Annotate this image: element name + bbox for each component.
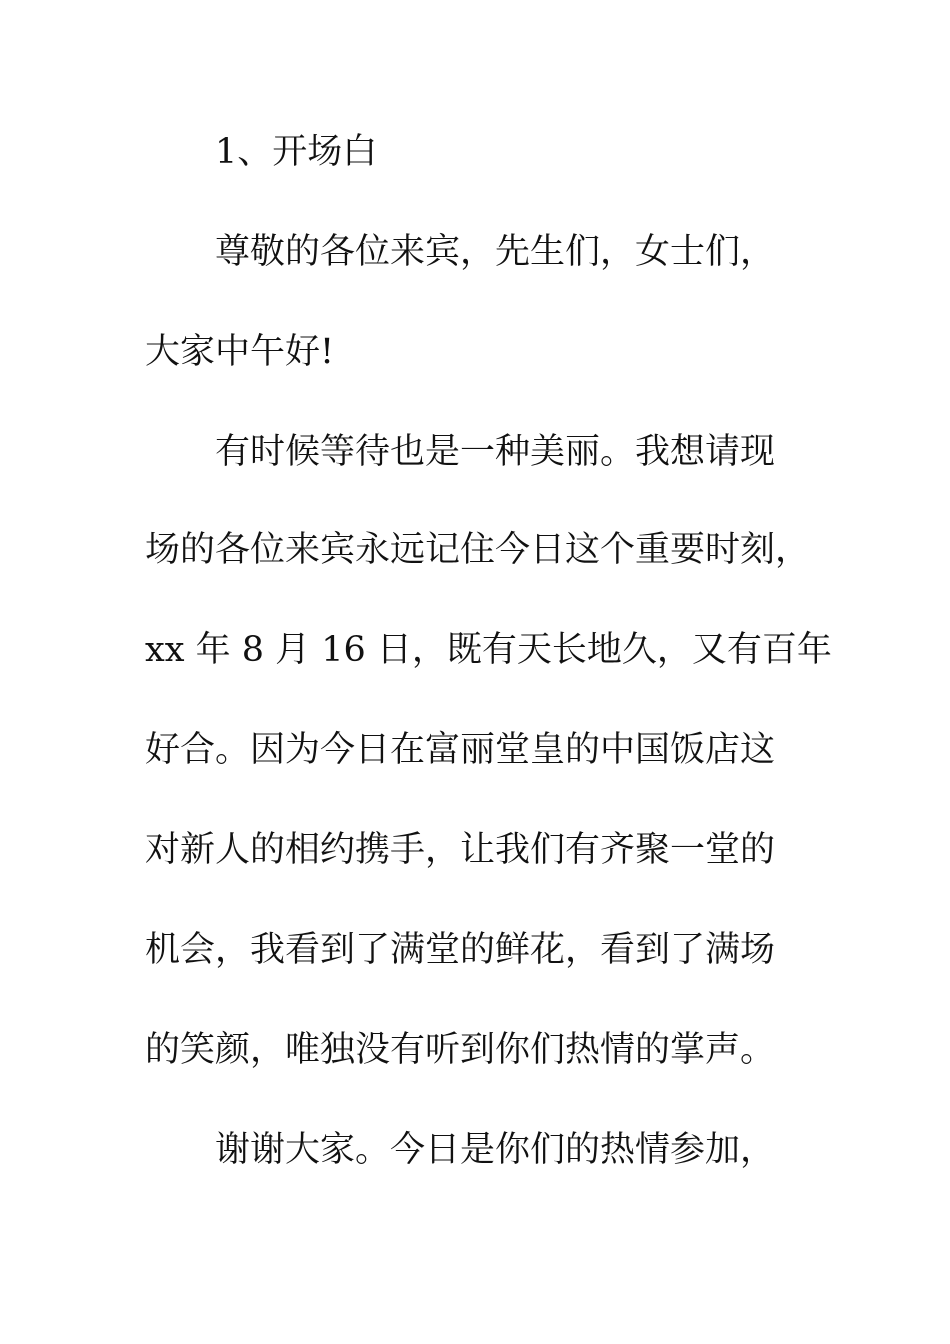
paragraph-line: 对新人的相约携手，让我们有齐聚一堂的 <box>145 830 776 870</box>
paragraph-line: 谢谢大家。今日是你们的热情参加， <box>215 1130 776 1170</box>
paragraph-line: 尊敬的各位来宾，先生们，女士们， <box>215 232 776 272</box>
paragraph-line: 的笑颜，唯独没有听到你们热情的掌声。 <box>145 1030 776 1070</box>
paragraph-line: 场的各位来宾永远记住今日这个重要时刻， <box>145 530 811 570</box>
paragraph-line: 机会，我看到了满堂的鲜花，看到了满场 <box>145 930 776 970</box>
paragraph-line: 大家中午好! <box>145 332 335 372</box>
paragraph-line: xx 年 8 月 16 日，既有天长地久，又有百年 <box>145 630 832 670</box>
paragraph-line: 好合。因为今日在富丽堂皇的中国饭店这 <box>145 730 776 770</box>
section-heading: 1、开场白 <box>215 132 378 172</box>
paragraph-line: 有时候等待也是一种美丽。我想请现 <box>215 432 776 472</box>
